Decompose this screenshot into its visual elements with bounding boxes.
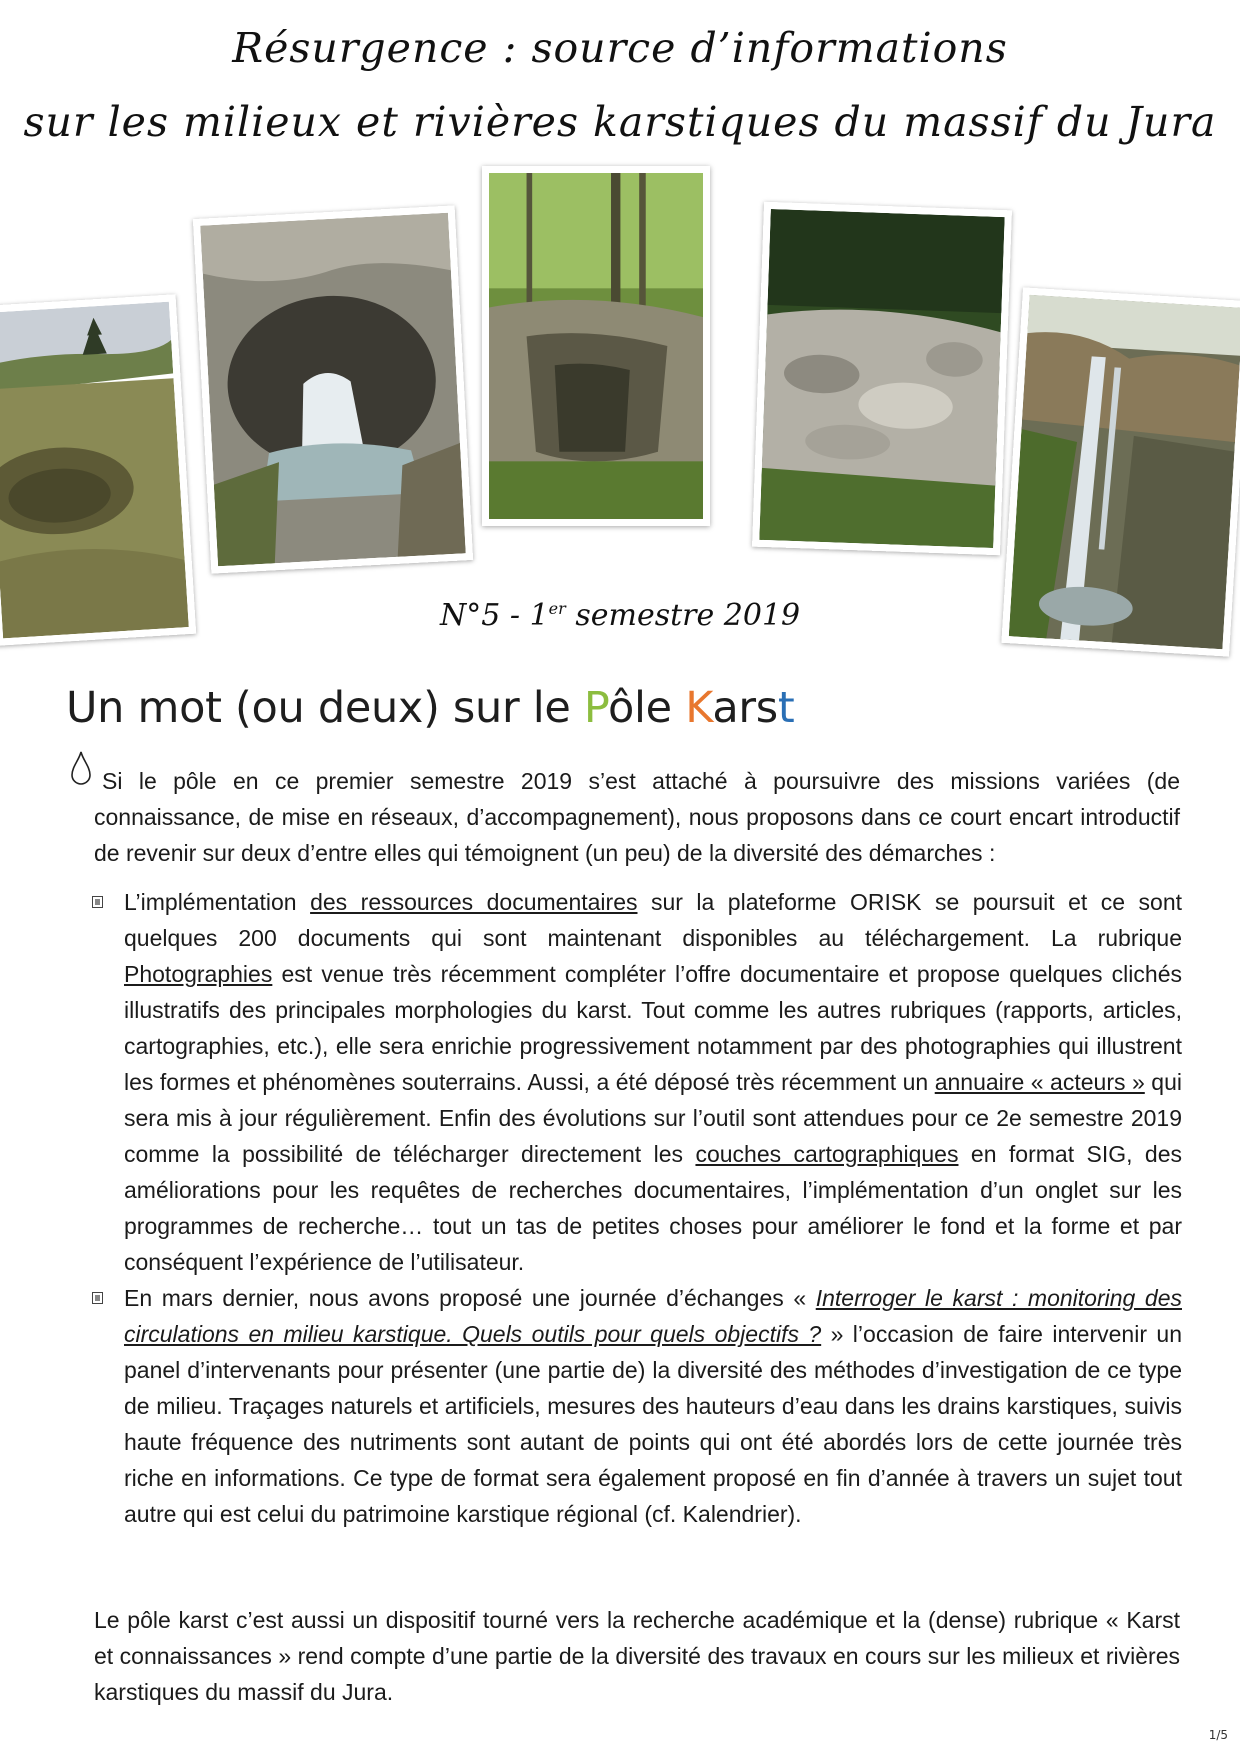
bullet1-text-1: L’implémentation [124,889,311,915]
photo-forest-sinkhole [482,166,710,526]
heading-letter-k: K [685,683,713,733]
bullet1-text-4: qui sera mis à jour régulièrement. Enfin des évolutions sur l’outil sont attendues pour ce 2e semestre 2019 comme la possibilité de télécharger directement les [124,1069,1182,1167]
link-couches-cartographiques[interactable]: couches cartographiques [695,1141,959,1167]
link-interroger-le-karst[interactable]: Interroger le karst : monitoring des circulations en milieu karstique. Quels outils pour quels objectifs ? [124,1285,1182,1347]
bullet1-text-3: est venue très récemment compléter l’offre documentaire et propose quelques clichés illustratifs des principales morphologies du karst. Tout comme les autres rubriques (rapports, articles, cartographies, etc.), elle sera enrichie progressivement notamment par des photographies qui illustrent les formes et phénomènes souterrains. Aussi, a été déposé très récemment un [124,961,1182,1095]
photo-limestone-lapiaz [752,202,1012,555]
photo-cave-resurgence [193,205,473,573]
bullet2-text-2: » l’occasion de faire intervenir un panel d’intervenants pour présenter (une partie de) la diversité des méthodes d’investigation de ce type de milieu. Traçages naturels et artificiels, mesures des hauteurs d’eau dans les drains karstiques, suivis haute fréquence des nutriments sont autant de points qui ont été abordés lors de cette journée très riche en informations. Ce type de format sera également proposé en fin d’année à travers un sujet tout autre qui est celui du patrimoine karstique régional (cf. Kalendrier). [124,1321,1182,1527]
newsletter-title-line-1: Résurgence : source d’informations [232,24,1008,72]
intro-paragraph [94,763,1180,871]
link-ressources-documentaires[interactable]: des ressources documentaires [310,889,638,915]
bullet-marker-icon [92,896,103,908]
bullet-marker-icon [92,1292,103,1304]
heading-ole: ôle [608,683,686,733]
bullet-orisk [92,884,1182,1280]
issue-number [440,598,800,633]
link-annuaire-acteurs[interactable]: annuaire « acteurs » [934,1069,1145,1095]
bullet-list [92,884,1182,1532]
issue-separator: - [509,598,521,633]
section-heading [66,683,794,733]
intro-text: Si le pôle en ce premier semestre 2019 s’est attaché à poursuivre des missions variées (de connaissance, de mise en réseaux, d’accompagnement), nous proposons dans ce court encart introductif de revenir sur deux d’entre elles qui témoignent (un peu) de la diversité des démarches : [94,768,1180,866]
bullet-journee-echanges [92,1280,1182,1532]
heading-prefix: Un mot (ou deux) sur le [66,683,584,733]
issue-ordinal: 1 [529,598,549,633]
page-number: 1/5 [1208,1728,1228,1742]
water-drop-icon [70,750,92,786]
issue-number-label: N°5 [440,598,501,633]
outro-paragraph [94,1602,1180,1710]
heading-ars: ars [712,683,778,733]
photo-tufa-waterfall [1001,287,1240,656]
bullet2-text-1: En mars dernier, nous avons proposé une journée d’échanges « [124,1285,816,1311]
heading-letter-t: t [777,683,795,733]
outro-text: Le pôle karst c’est aussi un dispositif tourné vers la recherche académique et la (dense) rubrique « Karst et connaissances » rend compte d’une partie de la diversité des travaux en cours sur les milieux et rivières karstiques du massif du Jura. [94,1607,1180,1705]
bullet1-text-2: sur la plateforme ORISK se poursuit et ce sont quelques 200 documents qui sont maintenant disponibles au téléchargement. La rubrique [124,889,1182,951]
newsletter-title-line-2: sur les milieux et rivières karstiques du massif du Jura [23,98,1217,146]
bullet1-text-5: en format SIG, des améliorations pour les requêtes de recherches documentaires, l’implémentation d’un onglet sur les programmes de recherche… tout un tas de petites choses pour améliorer le fond et la forme et par conséquent l’expérience de l’utilisateur. [124,1141,1183,1275]
link-photographies[interactable]: Photographies [124,961,273,987]
photo-doline-field [0,294,196,646]
issue-ordinal-suffix: er [548,599,566,618]
heading-letter-p: P [583,683,609,733]
issue-period: semestre 2019 [575,598,801,633]
